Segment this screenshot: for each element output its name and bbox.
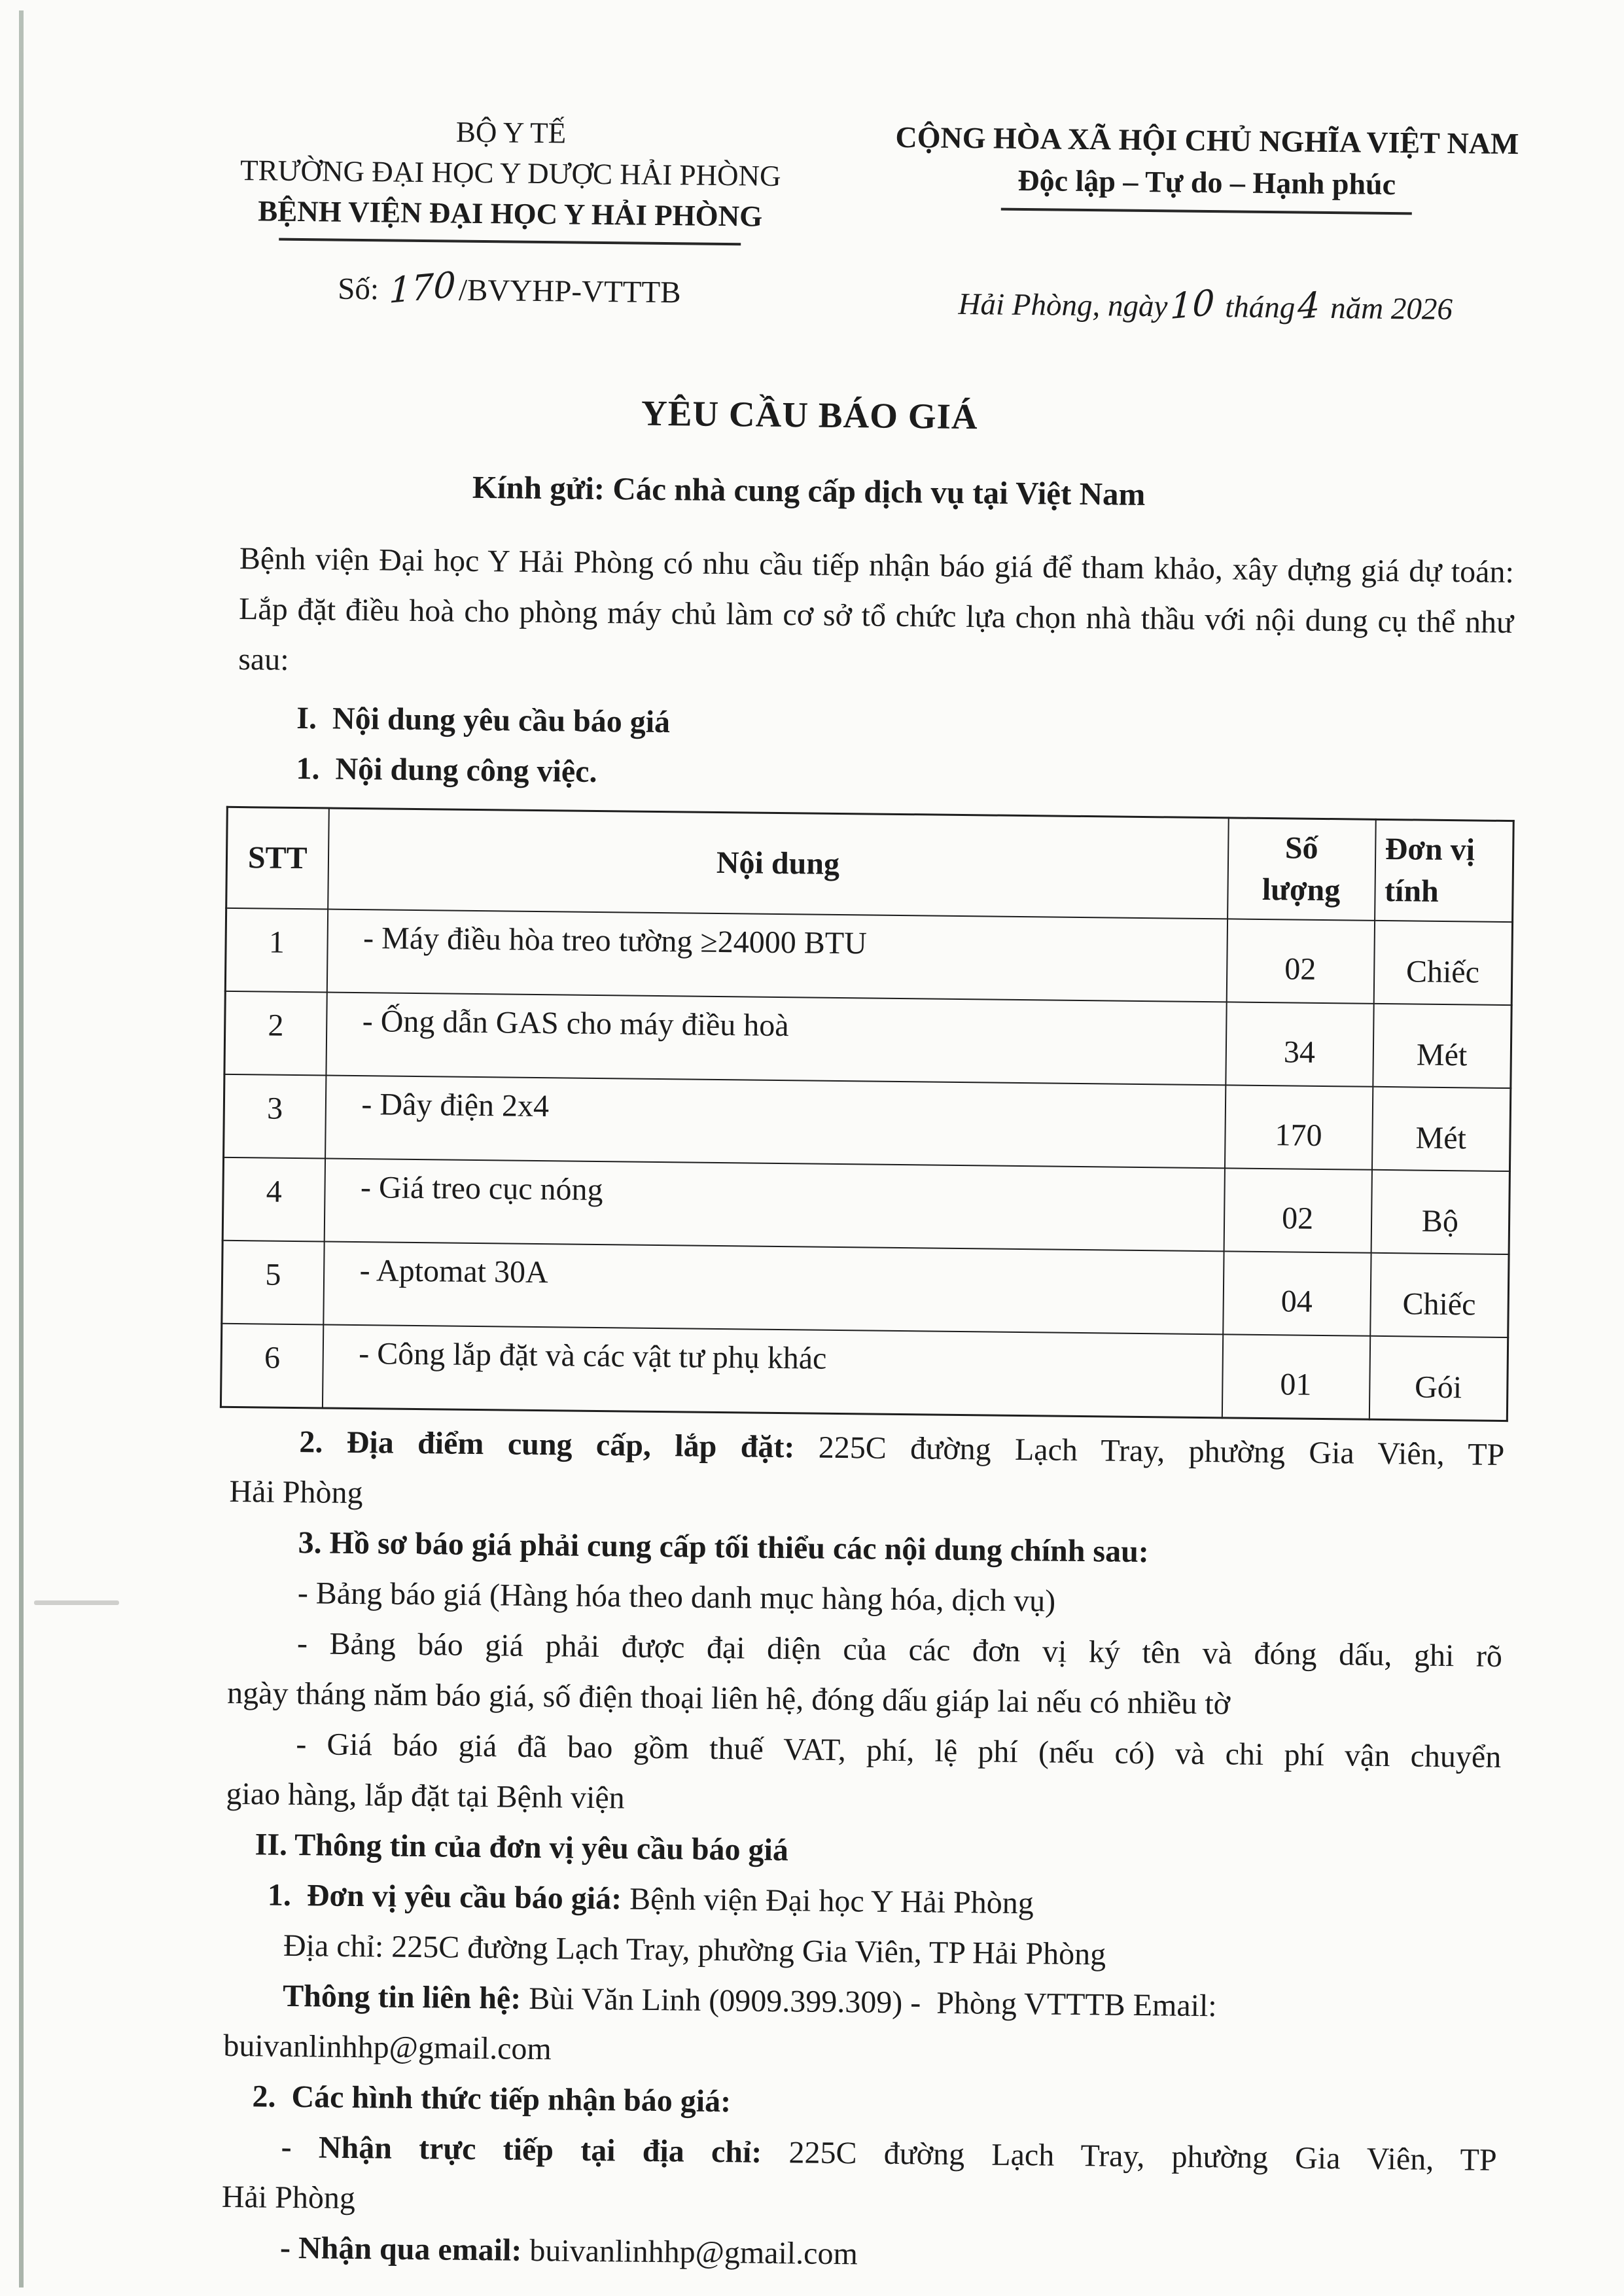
- month-handwritten: 4: [1297, 283, 1321, 328]
- contact-email-line: buivanlinhhp@gmail.com: [223, 2028, 552, 2067]
- cell-don-vi: Bộ: [1371, 1170, 1509, 1254]
- method-direct-text: 225C đường Lạch Tray, phường Gia Viên, TP: [762, 2134, 1497, 2178]
- document-body: [221, 533, 1515, 2286]
- national-title: CỘNG HÒA XÃ HỘI CHỦ NGHĨA VIỆT NAM: [895, 120, 1519, 161]
- doc-number-suffix: /BVYHP-VTTTB: [458, 273, 681, 310]
- cell-noi-dung: - Dây điện 2x4: [325, 1075, 1226, 1168]
- cell-noi-dung: - Giá treo cục nóng: [324, 1158, 1224, 1251]
- cell-noi-dung: - Công lắp đặt và các vật tư phụ khác: [322, 1324, 1222, 1417]
- section-ii-heading: II. Thông tin của đơn vị yêu cầu báo giá: [255, 1827, 789, 1868]
- bullet-price-list: - Bảng báo giá (Hàng hóa theo danh mục hàng hóa, dịch vụ): [297, 1576, 1056, 1619]
- cell-don-vi: Mét: [1371, 1087, 1510, 1171]
- cell-so-luong: 170: [1224, 1085, 1372, 1169]
- method-email-text: buivanlinhhp@gmail.com: [521, 2233, 858, 2272]
- hospital-underline: [279, 238, 741, 246]
- place-date-line: [872, 282, 1540, 331]
- document-title: YÊU CẦU BÁO GIÁ: [641, 393, 979, 437]
- cell-don-vi: Chiếc: [1370, 1253, 1509, 1337]
- unit-text: Bệnh viện Đại học Y Hải Phòng: [621, 1881, 1034, 1921]
- cell-so-luong: 34: [1226, 1002, 1373, 1086]
- work-items-table: [220, 806, 1515, 1422]
- cell-so-luong: 04: [1223, 1251, 1371, 1335]
- item-2-location-line2: Hải Phòng: [229, 1474, 363, 1511]
- table-row: [221, 1324, 1508, 1421]
- receive-methods-heading: 2. Các hình thức tiếp nhận báo giá:: [252, 2079, 732, 2119]
- section-i-heading: I. Nội dung yêu cầu báo giá: [296, 700, 671, 740]
- bullet-signature-line2: ngày tháng năm báo giá, số điện thoại liên hệ, đóng dấu giáp lai nếu có nhiều tờ: [226, 1675, 1231, 1722]
- table-header-row: [226, 807, 1514, 922]
- method-email-label: - Nhận qua email:: [279, 2230, 522, 2268]
- motto-underline: [1001, 208, 1412, 215]
- hospital-name: BỆNH VIỆN ĐẠI HỌC Y HẢI PHÒNG: [257, 194, 763, 233]
- cell-so-luong: 02: [1224, 1168, 1371, 1252]
- cell-noi-dung: - Ống dẫn GAS cho máy điều hoà: [326, 992, 1226, 1085]
- col-header-stt: STT: [226, 807, 329, 909]
- cell-noi-dung: - Máy điều hòa treo tường ≥24000 BTU: [327, 909, 1227, 1002]
- cell-stt: 6: [221, 1324, 323, 1408]
- cell-noi-dung: - Aptomat 30A: [323, 1241, 1224, 1334]
- national-header-block: [872, 116, 1541, 331]
- table-row: [224, 991, 1511, 1088]
- method-direct-label: - Nhận trực tiếp tại địa chỉ:: [281, 2129, 762, 2170]
- month-label: tháng: [1225, 290, 1296, 325]
- day-handwritten: 10: [1169, 281, 1216, 328]
- cell-stt: 5: [222, 1241, 324, 1325]
- cell-don-vi: Mét: [1373, 1004, 1511, 1088]
- date-prefix: Hải Phòng, ngày: [958, 287, 1168, 324]
- cell-stt: 2: [224, 991, 327, 1076]
- ministry-name: BỘ Y TẾ: [455, 115, 567, 150]
- bullet-signature-line1: - Bảng báo giá phải được đại diện của các đơn vị ký tên và đóng dấu, ghi rõ: [296, 1626, 1503, 1674]
- national-motto: Độc lập – Tự do – Hạnh phúc: [1017, 163, 1396, 202]
- bullet-vat-line2: giao hàng, lắp đặt tại Bệnh viện: [226, 1776, 625, 1816]
- col-header-noi-dung: Nội dung: [328, 808, 1229, 919]
- table-row: [225, 908, 1512, 1005]
- item-2-label: 2. Địa điểm cung cấp, lắp đặt:: [299, 1424, 795, 1465]
- cell-so-luong: 01: [1222, 1334, 1369, 1419]
- cell-don-vi: Gói: [1369, 1336, 1508, 1421]
- doc-number-label: Số:: [338, 272, 380, 307]
- section-3-heading: 3. Hồ sơ báo giá phải cung cấp tối thiểu các nội dung chính sau:: [298, 1525, 1150, 1570]
- intro-paragraph: Bệnh viện Đại học Y Hải Phòng có nhu cầu tiếp nhận báo giá để tham khảo, xây dựng giá dự toán: Lắp đặt điều hoà cho phòng máy chủ làm cơ sở tổ chức lựa chọn nhà thầu với nội dung cụ thể như sau:: [238, 541, 1515, 677]
- cell-so-luong: 02: [1226, 919, 1374, 1003]
- contact-text: Bùi Văn Linh (0909.399.309) - Phòng VTTTB Email:: [520, 1981, 1217, 2024]
- doc-number-handwritten: 170: [389, 263, 457, 312]
- table-row: [222, 1241, 1509, 1337]
- contact-label: Thông tin liên hệ:: [282, 1978, 521, 2016]
- document-header: [0, 107, 1624, 332]
- unit-label: 1. Đơn vị yêu cầu báo giá:: [267, 1877, 622, 1916]
- method-direct-line2: Hải Phòng: [221, 2179, 356, 2216]
- item-2-text: 225C đường Lạch Tray, phường Gia Viên, TP: [794, 1430, 1505, 1473]
- section-1-heading: 1. Nội dung công việc.: [296, 751, 597, 789]
- issuing-org-block: [215, 109, 805, 324]
- cell-stt: 3: [224, 1074, 326, 1159]
- cell-don-vi: Chiếc: [1373, 921, 1512, 1005]
- bullet-vat-line1: - Giá báo giá đã bao gồm thuế VAT, phí, lệ phí (nếu có) và chi phí vận chuyển: [296, 1727, 1502, 1775]
- table-row: [222, 1157, 1509, 1254]
- col-header-don-vi-tinh: Đơn vị tính: [1375, 819, 1514, 922]
- university-name: TRƯỜNG ĐẠI HỌC Y DƯỢC HẢI PHÒNG: [239, 153, 781, 192]
- table-row: [224, 1074, 1511, 1171]
- year-label: năm 2026: [1330, 291, 1453, 327]
- unit-address-line: Địa chỉ: 225C đường Lạch Tray, phường Gia Viên, TP Hải Phòng: [283, 1928, 1106, 1972]
- col-header-so-luong: Số lượng: [1227, 818, 1376, 921]
- salutation-line: Kính gửi: Các nhà cung cấp dịch vụ tại Việt Nam: [472, 468, 1146, 512]
- cell-stt: 4: [222, 1157, 325, 1242]
- document-number: [215, 263, 804, 315]
- cell-stt: 1: [225, 908, 327, 993]
